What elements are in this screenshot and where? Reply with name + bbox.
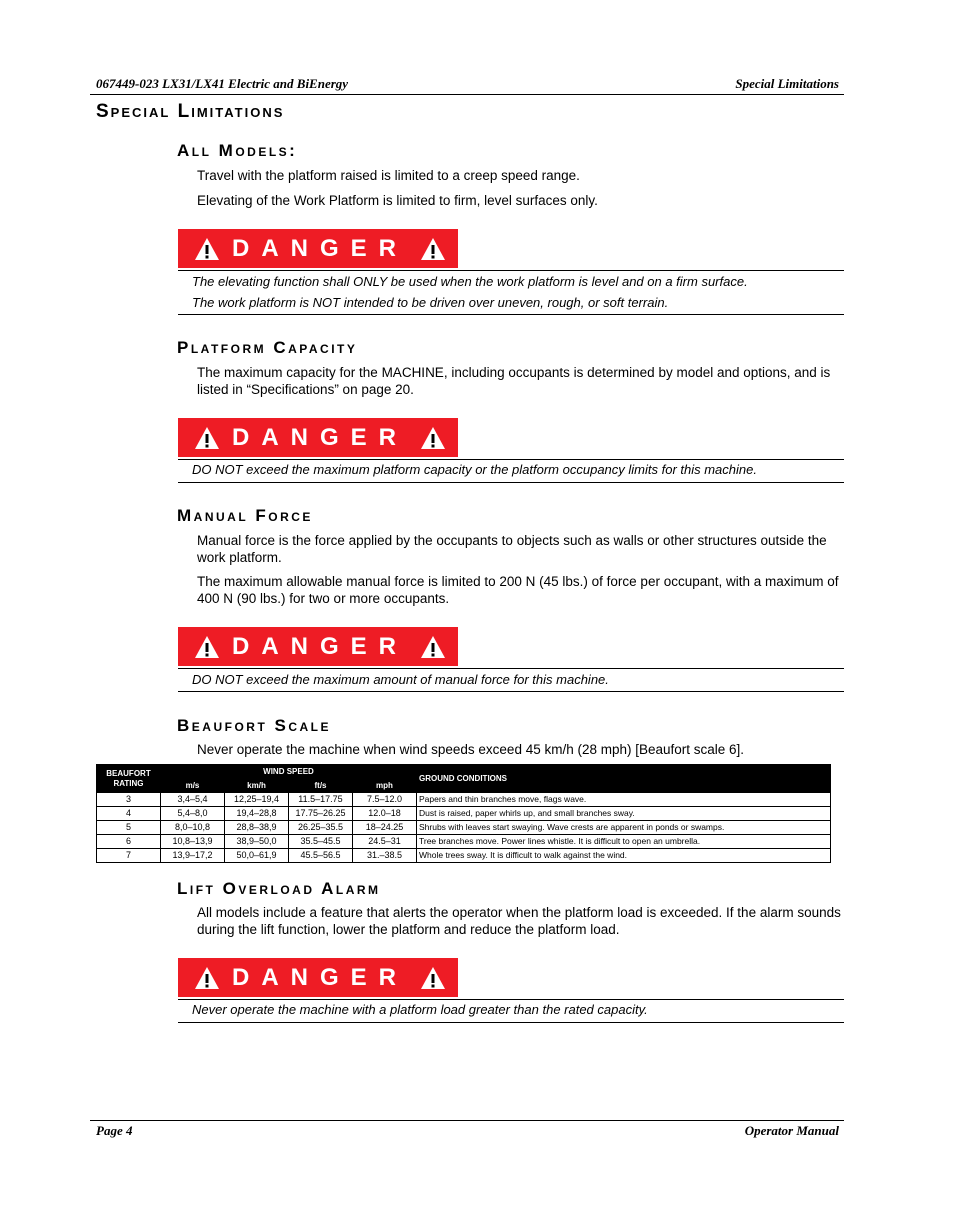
table-cell: 5 [97, 821, 161, 835]
table-row [97, 849, 831, 863]
table-header-unit: km/h [225, 779, 289, 793]
table-header-unit: mph [353, 779, 417, 793]
paragraph: Never operate the machine when wind speeds exceed 45 km/h (28 mph) [Beaufort scale 6]. [197, 742, 745, 757]
beaufort-table [96, 764, 831, 863]
warning-triangle-icon [194, 635, 220, 659]
table-cell: Shrubs with leaves start swaying. Wave crests are apparent in ponds or swamps. [417, 821, 831, 835]
table-cell: 7 [97, 849, 161, 863]
paragraph: Elevating of the Work Platform is limited to firm, level surfaces only. [197, 193, 598, 208]
header-document-id: 067449-023 LX31/LX41 Electric and BiEnergy [96, 76, 349, 91]
paragraph: Manual force is the force applied by the occupants to objects such as walls or other structures outside the work platform. [197, 533, 827, 565]
table-cell: 26.25–35.5 [289, 821, 353, 835]
table-cell: 13,9–17,2 [161, 849, 225, 863]
table-cell: 19,4–28,8 [225, 807, 289, 821]
warning-rule [178, 1022, 844, 1023]
warning-triangle-icon [194, 426, 220, 450]
table-header-ground-conditions: GROUND CONDITIONS [417, 765, 831, 793]
table-header-rating: BEAUFORT RATING [97, 765, 161, 793]
danger-banner [178, 229, 458, 268]
table-cell: 6 [97, 835, 161, 849]
section-heading-all-models: All Models: [177, 141, 298, 160]
table-cell: Dust is raised, paper whirls up, and small branches sway. [417, 807, 831, 821]
table-cell: 24.5–31 [353, 835, 417, 849]
danger-label: DANGER [231, 963, 408, 991]
danger-banner [178, 627, 458, 666]
table-cell: 4 [97, 807, 161, 821]
warning-rule [178, 482, 844, 483]
table-cell: 11.5–17.75 [289, 793, 353, 807]
table-cell: 12,25–19,4 [225, 793, 289, 807]
footer-manual-title: Operator Manual [744, 1123, 839, 1138]
warning-rule [178, 314, 844, 315]
table-cell: 10,8–13,9 [161, 835, 225, 849]
table-cell: 18–24.25 [353, 821, 417, 835]
danger-label: DANGER [231, 234, 408, 262]
header-rule [90, 94, 844, 95]
warning-text: The work platform is NOT intended to be driven over uneven, rough, or soft terrain. [192, 295, 669, 310]
paragraph: All models include a feature that alerts the operator when the platform load is exceeded. If the alarm sounds during the lift function, lower the platform and reduce the platform load. [197, 905, 841, 937]
paragraph: The maximum allowable manual force is limited to 200 N (45 lbs.) of force per occupant, with a maximum of 400 N (90 lbs.) for two or more occupants. [197, 574, 839, 606]
warning-text: DO NOT exceed the maximum amount of manual force for this machine. [192, 672, 609, 687]
danger-banner [178, 958, 458, 997]
table-cell: 50,0–61,9 [225, 849, 289, 863]
section-heading-beaufort-scale: Beaufort Scale [177, 716, 332, 735]
warning-text: Never operate the machine with a platform load greater than the rated capacity. [192, 1002, 648, 1017]
paragraph: The maximum capacity for the MACHINE, including occupants is determined by model and options, and is listed in “Specifications” on page 20. [197, 365, 831, 397]
warning-triangle-icon [194, 237, 220, 261]
danger-label: DANGER [231, 423, 408, 451]
table-cell: 8,0–10,8 [161, 821, 225, 835]
footer-rule [90, 1120, 844, 1121]
section-heading-manual-force: Manual Force [177, 506, 313, 525]
table-cell: 12.0–18 [353, 807, 417, 821]
table-cell: Papers and thin branches move, flags wave. [417, 793, 831, 807]
table-row [97, 821, 831, 835]
table-row [97, 793, 831, 807]
table-row [97, 807, 831, 821]
table-cell: 31.–38.5 [353, 849, 417, 863]
warning-triangle-icon [420, 237, 446, 261]
table-cell: 17.75–26.25 [289, 807, 353, 821]
danger-label: DANGER [231, 632, 408, 660]
table-cell: 38,9–50,0 [225, 835, 289, 849]
warning-triangle-icon [420, 426, 446, 450]
page-title: Special Limitations [96, 101, 285, 122]
table-header-unit: m/s [161, 779, 225, 793]
warning-triangle-icon [420, 635, 446, 659]
table-row [97, 835, 831, 849]
table-cell: 45.5–56.5 [289, 849, 353, 863]
table-cell: 3 [97, 793, 161, 807]
warning-text: The elevating function shall ONLY be used when the work platform is level and on a firm surface. [192, 274, 748, 289]
header-section-title: Special Limitations [735, 76, 839, 91]
table-cell: 28,8–38,9 [225, 821, 289, 835]
table-cell: 7.5–12.0 [353, 793, 417, 807]
danger-banner [178, 418, 458, 457]
table-cell: Tree branches move. Power lines whistle. It is difficult to open an umbrella. [417, 835, 831, 849]
warning-text: DO NOT exceed the maximum platform capacity or the platform occupancy limits for this machine. [192, 462, 757, 477]
paragraph: Travel with the platform raised is limited to a creep speed range. [197, 168, 580, 183]
table-header-wind-speed: WIND SPEED [161, 765, 417, 779]
table-cell: 3,4–5,4 [161, 793, 225, 807]
table-header-unit: ft/s [289, 779, 353, 793]
section-heading-platform-capacity: Platform Capacity [177, 338, 358, 357]
table-cell: Whole trees sway. It is difficult to walk against the wind. [417, 849, 831, 863]
warning-triangle-icon [420, 966, 446, 990]
warning-rule [178, 691, 844, 692]
table-cell: 5,4–8,0 [161, 807, 225, 821]
section-heading-lift-overload-alarm: Lift Overload Alarm [177, 879, 381, 898]
footer-page-number: Page 4 [96, 1123, 133, 1138]
warning-triangle-icon [194, 966, 220, 990]
table-cell: 35.5–45.5 [289, 835, 353, 849]
